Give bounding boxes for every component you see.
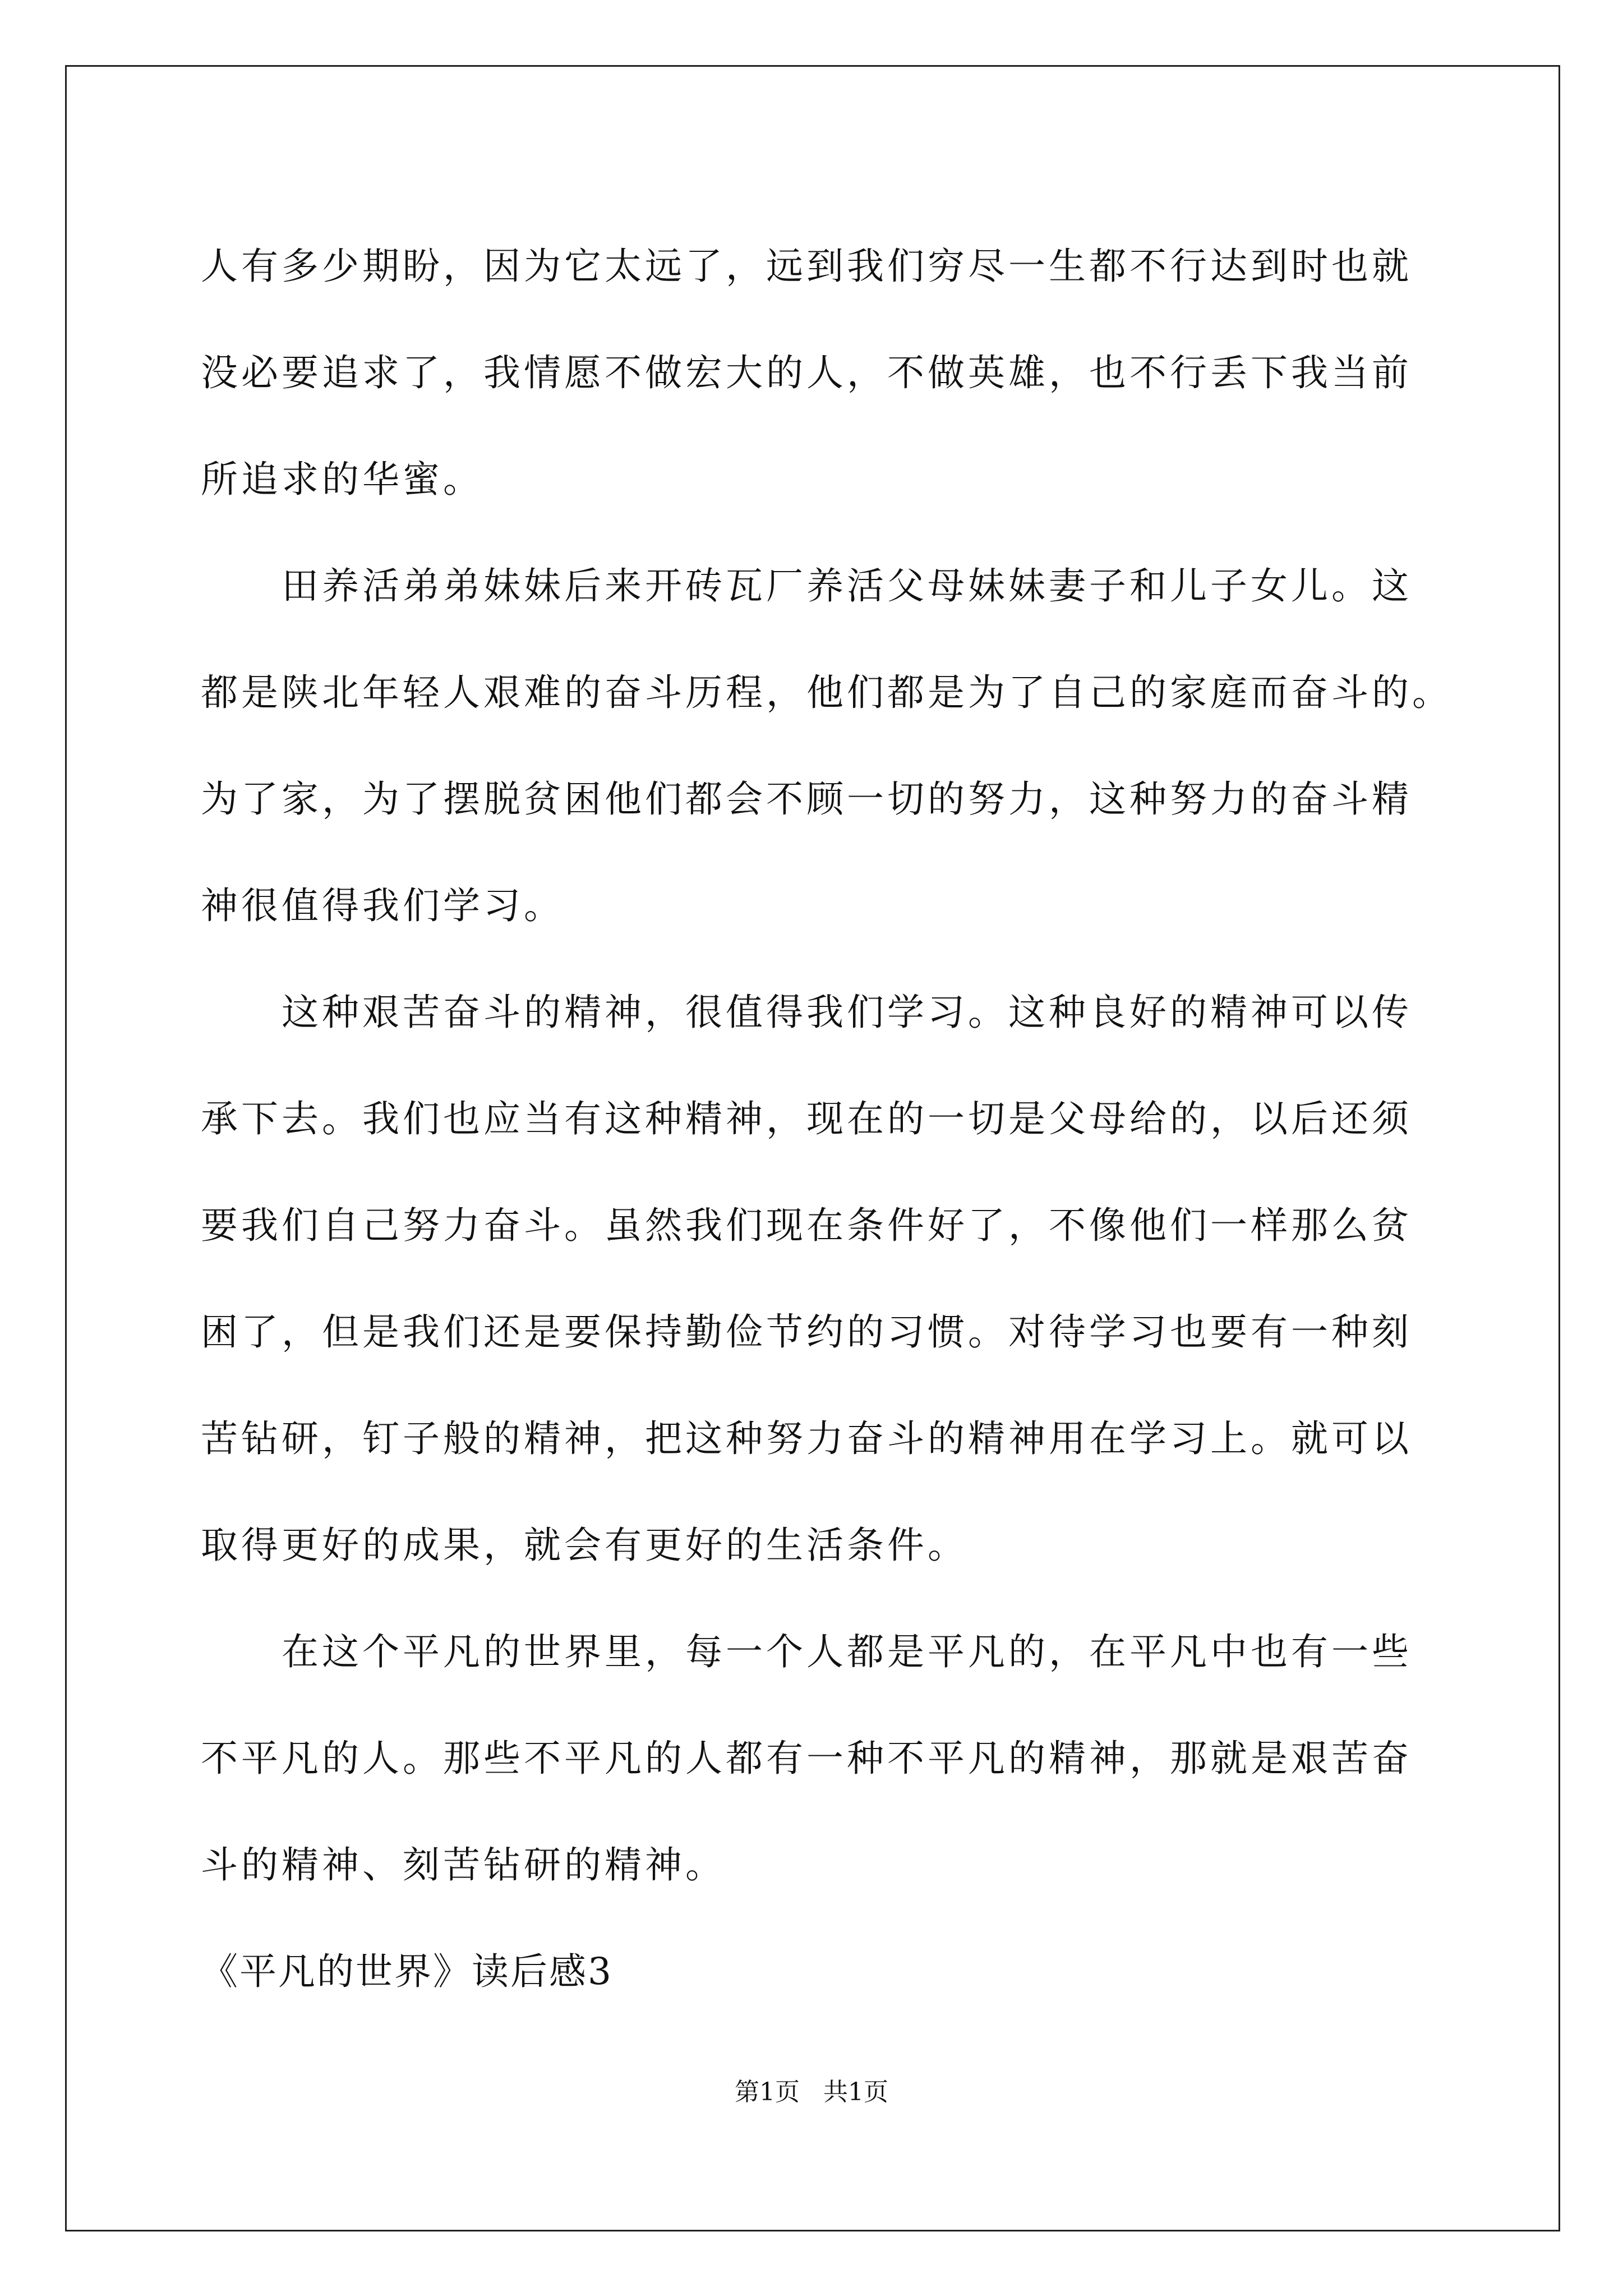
body-line: 斗的精神、刻苦钻研的精神。 — [201, 1843, 726, 1887]
paragraph-start-line: 这种艰苦奋斗的精神，很值得我们学习。这种良好的精神可以传 — [282, 991, 1412, 1034]
body-line: 取得更好的成果，就会有更好的生活条件。 — [201, 1524, 968, 1567]
body-line: 不平凡的人。那些不平凡的人都有一种不平凡的精神，那就是艰苦奋 — [201, 1737, 1412, 1780]
section-heading: 《平凡的世界》读后感3 — [201, 1950, 613, 1993]
body-line: 苦钻研，钉子般的精神，把这种努力奋斗的精神用在学习上。就可以 — [201, 1417, 1412, 1460]
body-line: 要我们自己努力奋斗。虽然我们现在条件好了，不像他们一样那么贫 — [201, 1204, 1412, 1247]
paragraph-start-line: 田养活弟弟妹妹后来开砖瓦厂养活父母妹妹妻子和儿子女儿。这 — [282, 564, 1412, 608]
body-line: 没必要追求了，我情愿不做宏大的人，不做英雄，也不行丢下我当前 — [201, 351, 1412, 394]
document-body — [201, 213, 1453, 2025]
body-line: 都是陕北年轻人艰难的奋斗历程，他们都是为了自己的家庭而奋斗的。 — [201, 671, 1453, 714]
paragraph-start-line: 在这个平凡的世界里，每一个人都是平凡的，在平凡中也有一些 — [282, 1630, 1412, 1673]
body-line: 人有多少期盼，因为它太远了，远到我们穷尽一生都不行达到时也就 — [201, 245, 1412, 288]
body-line: 所追求的华蜜。 — [201, 458, 483, 501]
body-line: 承下去。我们也应当有这种精神，现在的一切是父母给的，以后还须 — [201, 1097, 1412, 1140]
page-footer: 第1页 共1页 — [735, 2078, 888, 2106]
body-line: 神很值得我们学习。 — [201, 884, 564, 927]
body-line: 困了，但是我们还是要保持勤俭节约的习惯。对待学习也要有一种刻 — [201, 1310, 1412, 1354]
body-line: 为了家，为了摆脱贫困他们都会不顾一切的努力，这种努力的奋斗精 — [201, 777, 1412, 821]
